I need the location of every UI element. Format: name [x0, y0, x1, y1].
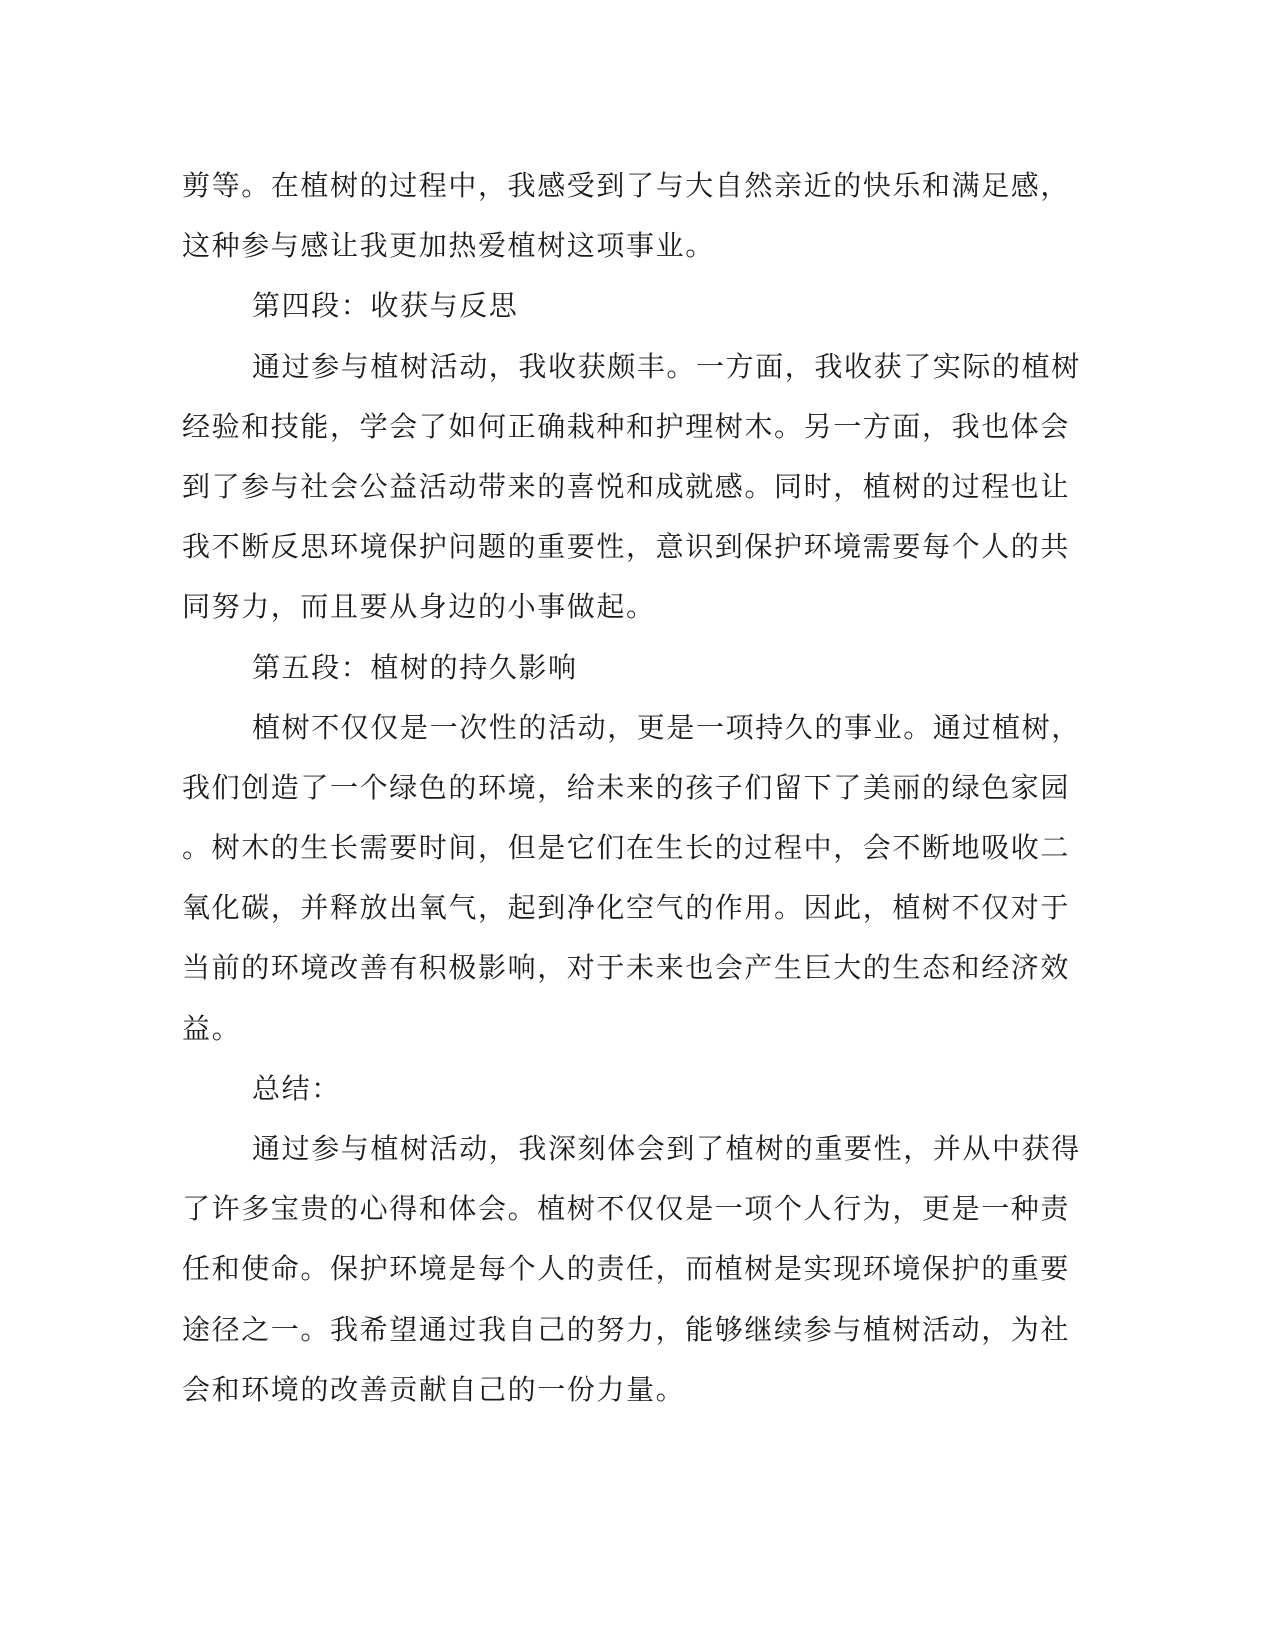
text-line: 通过参与植树活动，我深刻体会到了植树的重要性，并从中获得	[252, 1132, 1081, 1165]
text-line: 益。	[182, 1011, 242, 1045]
text-line: 植树不仅仅是一次性的活动，更是一项持久的事业。通过植树，	[252, 710, 1081, 744]
text-line: 经验和技能，学会了如何正确栽种和护理树木。另一方面，我也体会	[182, 409, 1071, 443]
text-line: 任和使命。保护环境是每个人的责任，而植树是实现环境保护的重要	[182, 1252, 1071, 1286]
text-line: 途径之一。我希望通过我自己的努力，能够继续参与植树活动，为社	[182, 1312, 1071, 1346]
section-heading-5	[182, 638, 1042, 698]
text-line: 这种参与感让我更加热爱植树这项事业。	[182, 229, 715, 263]
text-line: 同努力，而且要从身边的小事做起。	[182, 590, 656, 624]
section-heading-summary	[182, 1059, 1042, 1119]
paragraph-lasting-impact	[182, 698, 1081, 1059]
text-line: 了许多宝贵的心得和体会。植树不仅仅是一项个人行为，更是一种责	[182, 1192, 1071, 1226]
text-line: 剪等。在植树的过程中，我感受到了与大自然亲近的快乐和满足感，	[182, 169, 1071, 202]
heading-text: 第五段：植树的持久影响	[252, 650, 578, 684]
paragraph-harvest	[182, 337, 1081, 638]
document-body	[182, 156, 1081, 1420]
heading-text: 总结：	[252, 1071, 341, 1105]
paragraph-continuation	[182, 156, 1071, 276]
text-line: 到了参与社会公益活动带来的喜悦和成就感。同时，植树的过程也让	[182, 469, 1071, 503]
section-heading-4	[182, 276, 1042, 336]
text-line: 氧化碳，并释放出氧气，起到净化空气的作用。因此，植树不仅对于	[182, 891, 1071, 925]
text-line: 会和环境的改善贡献自己的一份力量。	[182, 1372, 686, 1406]
text-line: 我不断反思环境保护问题的重要性，意识到保护环境需要每个人的共	[182, 530, 1071, 564]
heading-text: 第四段：收获与反思	[252, 289, 519, 323]
paragraph-summary	[182, 1119, 1081, 1420]
text-line: 我们创造了一个绿色的环境，给未来的孩子们留下了美丽的绿色家园	[182, 770, 1071, 804]
text-line: 通过参与植树活动，我收获颇丰。一方面，我收获了实际的植树	[252, 349, 1081, 383]
text-line: 当前的环境改善有积极影响，对于未来也会产生巨大的生态和经济效	[182, 951, 1071, 985]
text-line: 。树木的生长需要时间，但是它们在生长的过程中，会不断地吸收二	[182, 831, 1071, 865]
